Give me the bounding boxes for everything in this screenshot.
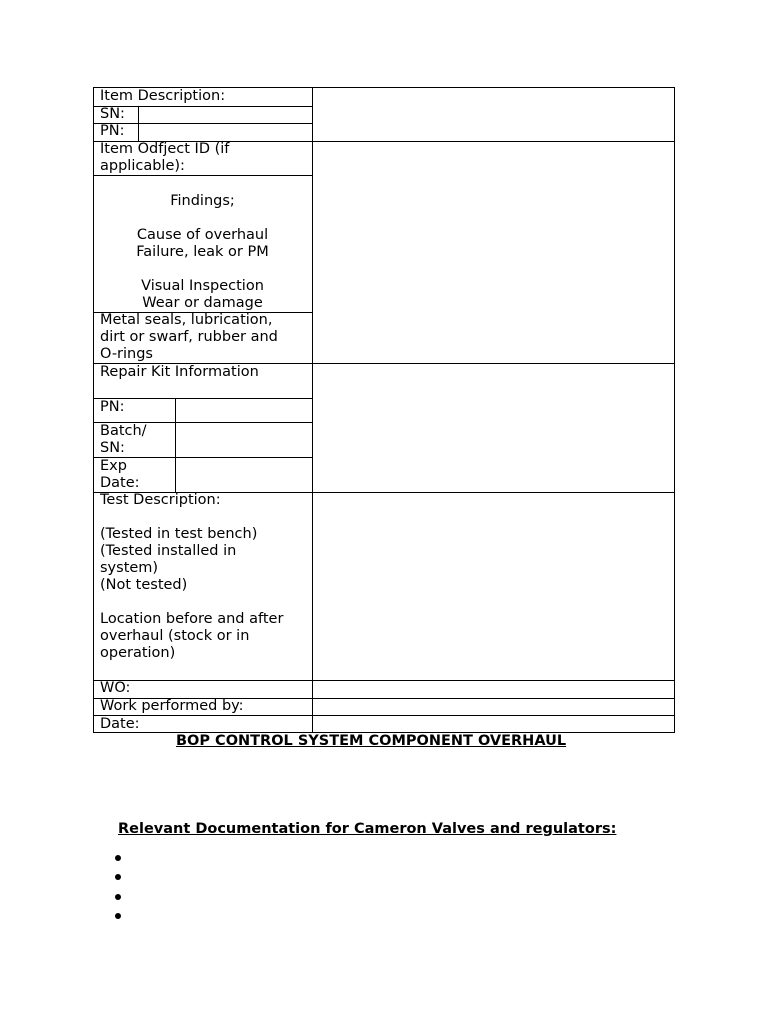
row-divider xyxy=(93,175,313,176)
work-performed-by-field[interactable] xyxy=(313,699,674,715)
work-performed-by-label: Work performed by: xyxy=(100,698,244,714)
item-description-field[interactable] xyxy=(313,88,674,141)
table-border-right xyxy=(674,87,675,733)
document-title: BOP CONTROL SYSTEM COMPONENT OVERHAUL xyxy=(176,733,567,749)
list-item-bullet xyxy=(115,855,121,861)
findings-label: Findings; Cause of overhaul Failure, leak or PM Visual Inspection Wear or damage xyxy=(136,193,269,311)
sn-field[interactable] xyxy=(139,107,312,123)
repair-kit-label: Repair Kit Information xyxy=(100,364,259,380)
date-label: Date: xyxy=(100,716,140,732)
kit-pn-label: PN: xyxy=(100,399,125,415)
findings-field[interactable] xyxy=(313,142,674,363)
wo-label: WO: xyxy=(100,680,131,696)
kit-batch-sn-label: Batch/ SN: xyxy=(100,423,147,456)
sn-label: SN: xyxy=(100,106,125,122)
kit-exp-date-field[interactable] xyxy=(176,458,312,492)
metal-seals-label: Metal seals, lubrication, dirt or swarf, rubber and O-rings xyxy=(100,312,278,362)
kit-exp-date-label: Exp Date: xyxy=(100,458,140,491)
date-field[interactable] xyxy=(313,716,674,732)
test-description-field[interactable] xyxy=(313,493,674,680)
pn-field[interactable] xyxy=(139,124,312,141)
documentation-heading: Relevant Documentation for Cameron Valves and regulators: xyxy=(118,821,617,837)
test-description-label: Test Description: (Tested in test bench) (Tested installed in system) (Not tested) Location before and after overhaul (stock or in operation) xyxy=(100,492,284,661)
repair-kit-field[interactable] xyxy=(313,364,674,492)
kit-batch-sn-field[interactable] xyxy=(176,423,312,457)
item-object-id-label: Item Odfject ID (if applicable): xyxy=(100,141,230,174)
list-item-bullet xyxy=(115,913,121,919)
kit-pn-field[interactable] xyxy=(176,399,312,422)
pn-label: PN: xyxy=(100,123,125,139)
list-item-bullet xyxy=(115,874,121,880)
item-description-label: Item Description: xyxy=(100,88,226,104)
list-item-bullet xyxy=(115,894,121,900)
wo-field[interactable] xyxy=(313,681,674,698)
table-border-left xyxy=(93,87,94,733)
